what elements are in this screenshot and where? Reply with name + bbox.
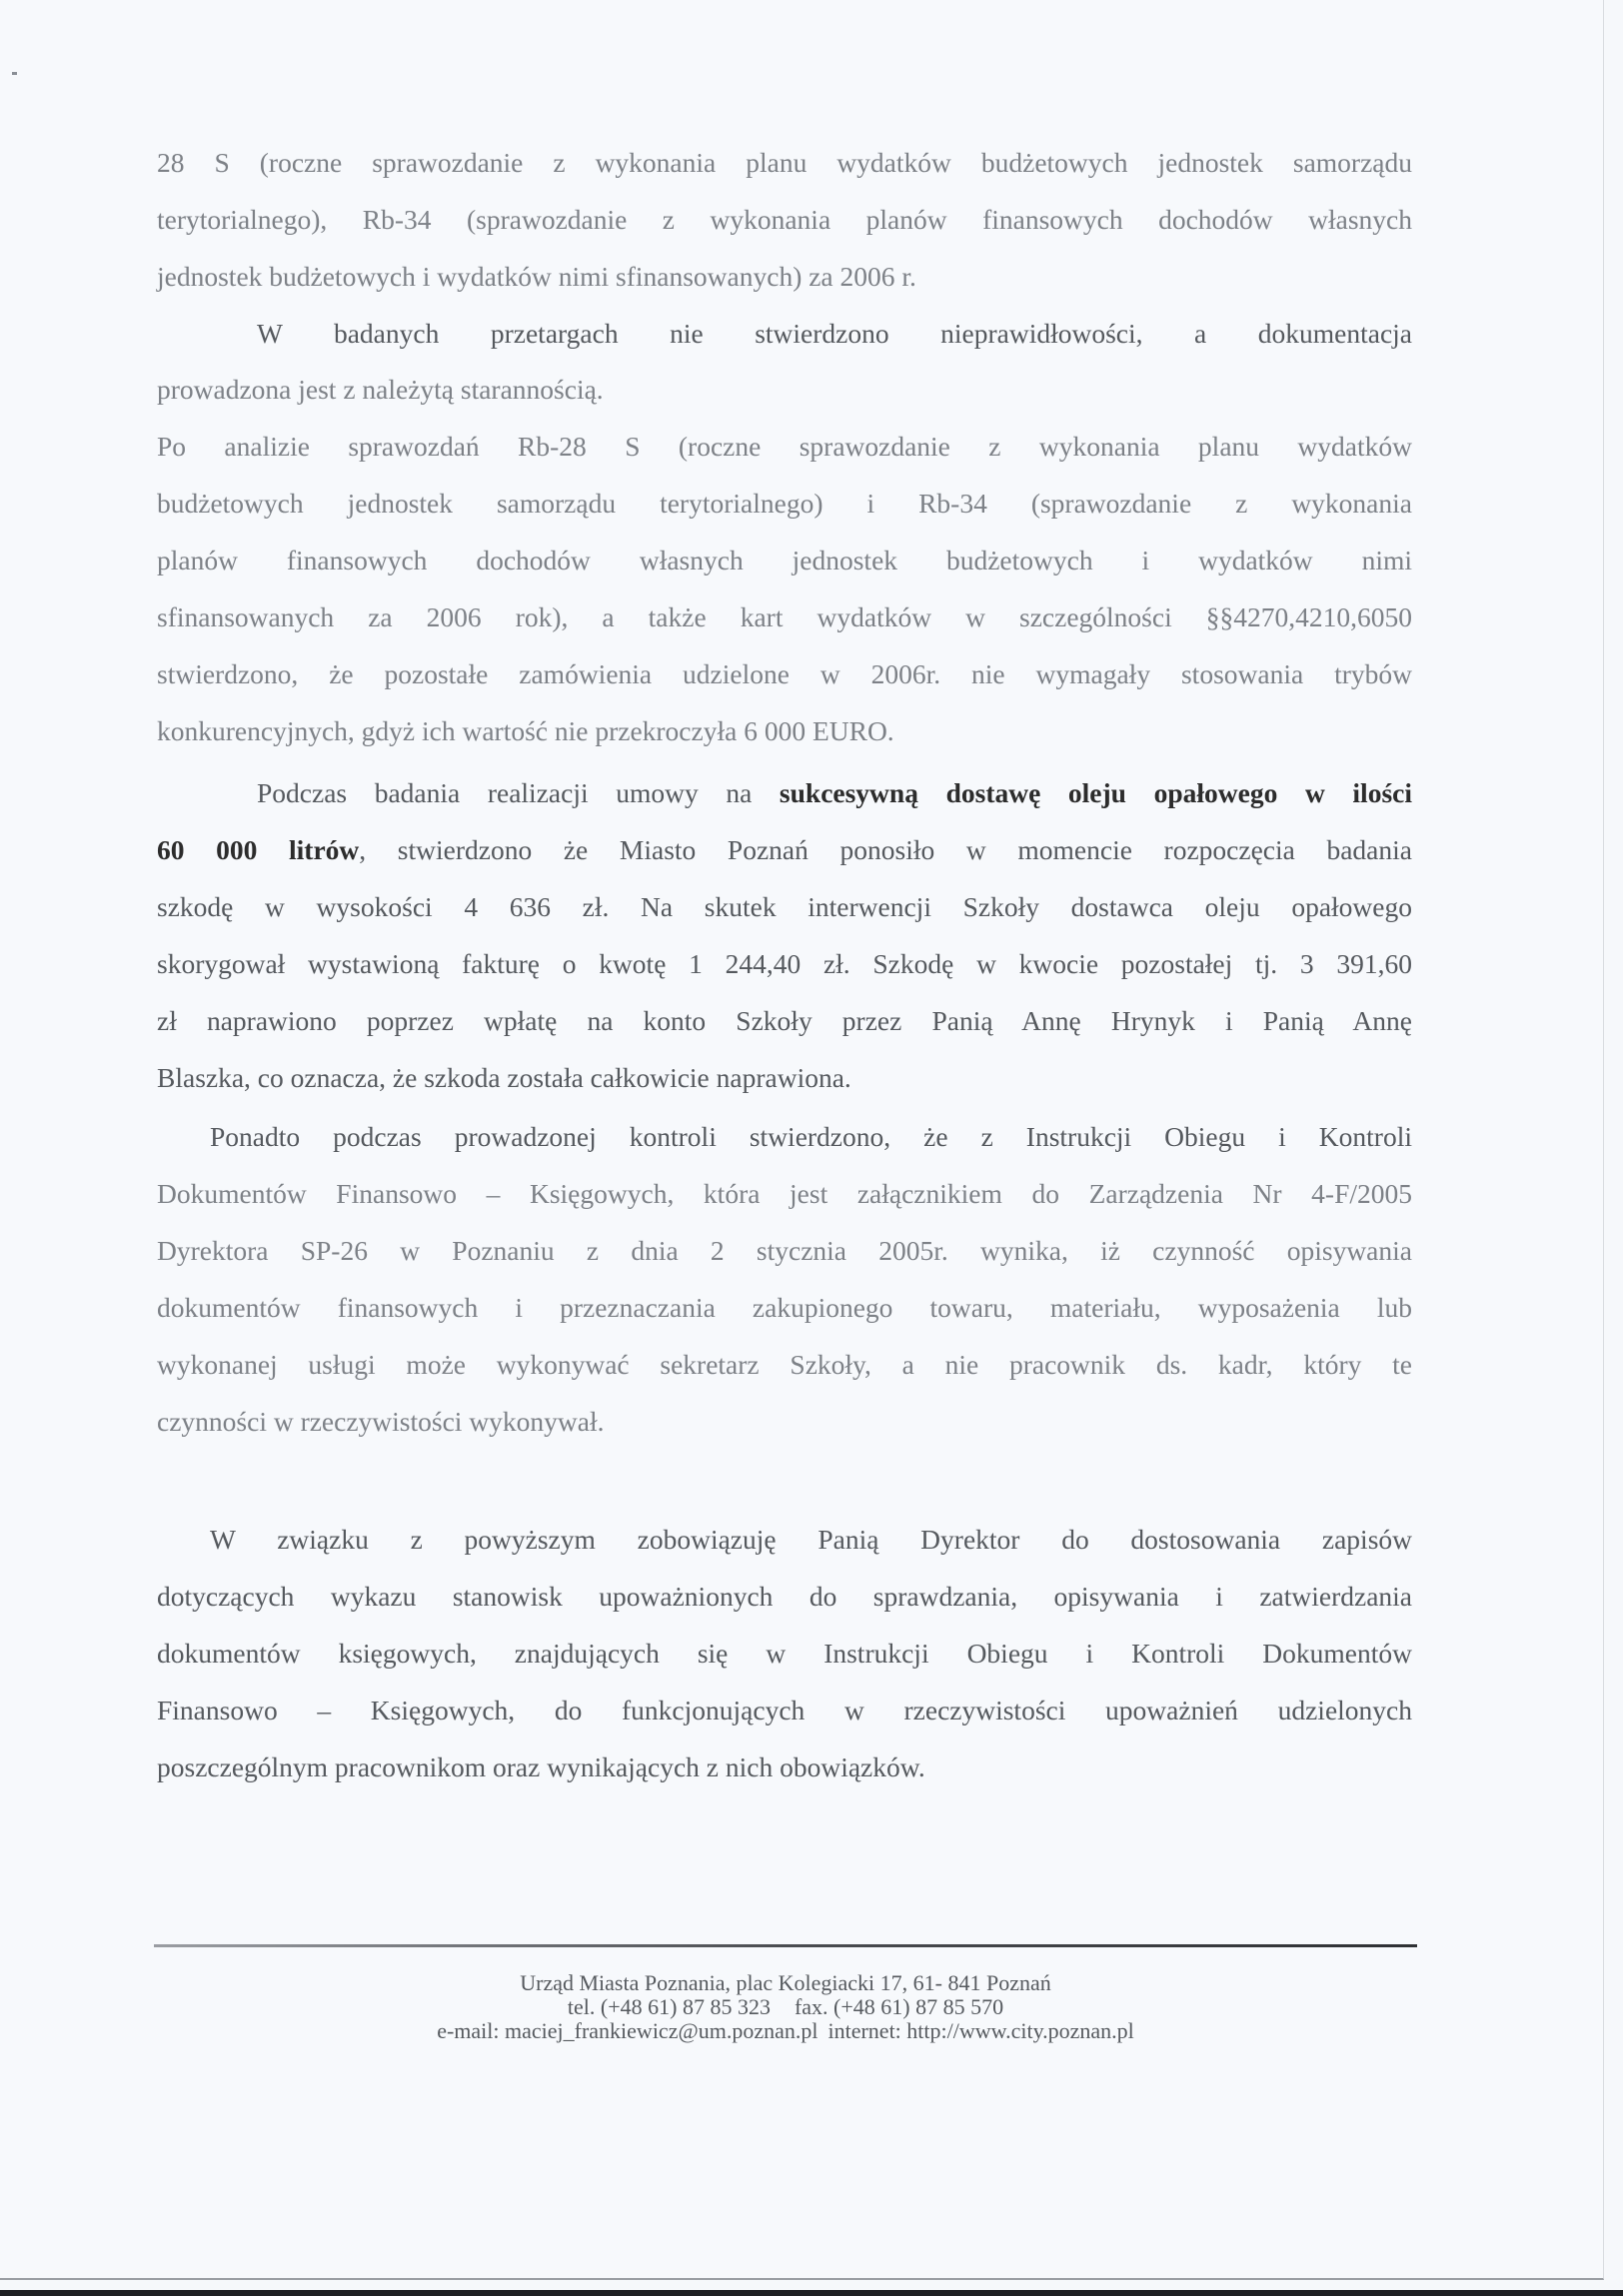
body-line: terytorialnego), Rb-34 (sprawozdanie z wykonania planów finansowych dochodów własnych — [157, 204, 1412, 235]
bold-quantity: 60 000 litrów — [157, 834, 360, 865]
body-line: czynności w rzeczywistości wykonywał. — [157, 1406, 605, 1437]
body-line: prowadzona jest z należytą starannością. — [157, 374, 604, 405]
body-line: Dyrektora SP-26 w Poznaniu z dnia 2 stycznia 2005r. wynika, iż czynność opisywania — [157, 1235, 1412, 1266]
paragraph-start-line: Ponadto podczas prowadzonej kontroli stwierdzono, że z Instrukcji Obiegu i Kontroli — [210, 1121, 1412, 1152]
body-line: jednostek budżetowych i wydatków nimi sfinansowanych) za 2006 r. — [157, 261, 916, 292]
footer-address: Urząd Miasta Poznania, plac Kolegiacki 17, 61- 841 Poznań — [520, 1970, 1051, 1995]
footer-phone: tel. (+48 61) 87 85 323 — [567, 1994, 771, 2019]
body-line: konkurencyjnych, gdyż ich wartość nie przekroczyła 6 000 EURO. — [157, 715, 894, 746]
scan-bottom-edge — [0, 2290, 1623, 2296]
body-line: 28 S (roczne sprawozdanie z wykonania planu wydatków budżetowych jednostek samorządu — [157, 147, 1412, 178]
body-line: wykonanej usługi może wykonywać sekretarz Szkoły, a nie pracownik ds. kadr, który te — [157, 1349, 1412, 1380]
scan-speck — [12, 72, 17, 75]
bold-contract-subject: sukcesywną dostawę oleju opałowego w ilości — [779, 777, 1412, 808]
body-line: planów finansowych dochodów własnych jednostek budżetowych i wydatków nimi — [157, 545, 1412, 575]
body-text: , stwierdzono że Miasto Poznań ponosiło w momencie rozpoczęcia badania — [359, 834, 1412, 865]
footer-divider — [154, 1944, 1417, 1947]
body-line: szkodę w wysokości 4 636 zł. Na skutek interwencji Szkoły dostawca oleju opałowego — [157, 891, 1412, 922]
paragraph-start-line — [257, 776, 1412, 810]
footer-fax: fax. (+48 61) 87 85 570 — [794, 1994, 1004, 2019]
body-line: budżetowych jednostek samorządu terytorialnego) i Rb-34 (sprawozdanie z wykonania — [157, 488, 1412, 519]
body-line: dokumentów księgowych, znajdujących się w Instrukcji Obiegu i Kontroli Dokumentów — [157, 1638, 1412, 1669]
body-line: dokumentów finansowych i przeznaczania zakupionego towaru, materiału, wyposażenia lub — [157, 1292, 1412, 1323]
footer-web-line — [154, 2019, 1417, 2043]
body-text: Podczas badania realizacji umowy na — [257, 777, 780, 808]
footer-contact-line — [154, 1995, 1417, 2019]
footer-website[interactable]: internet: http://www.city.poznan.pl — [827, 2018, 1134, 2043]
body-line: zł naprawiono poprzez wpłatę na konto Szkoły przez Panią Annę Hrynyk i Panią Annę — [157, 1005, 1412, 1036]
body-line — [157, 833, 1412, 867]
body-line: Finansowo – Księgowych, do funkcjonujących w rzeczywistości upoważnień udzielonych — [157, 1695, 1412, 1725]
footer-email[interactable]: e-mail: maciej_frankiewicz@um.poznan.pl — [437, 2018, 818, 2043]
paragraph-start-line: W badanych przetargach nie stwierdzono nieprawidłowości, a dokumentacja — [257, 318, 1412, 349]
body-line: Dokumentów Finansowo – Księgowych, która jest załącznikiem do Zarządzenia Nr 4-F/2005 — [157, 1178, 1412, 1209]
body-line: Blaszka, co oznacza, że szkoda została całkowicie naprawiona. — [157, 1062, 851, 1093]
body-line: dotyczących wykazu stanowisk upoważnionych do sprawdzania, opisywania i zatwierdzania — [157, 1581, 1412, 1612]
paragraph-start-line: Po analizie sprawozdań Rb-28 S (roczne sprawozdanie z wykonania planu wydatków — [157, 431, 1412, 462]
paragraph-start-line: W związku z powyższym zobowiązuję Panią Dyrektor do dostosowania zapisów — [210, 1524, 1412, 1555]
body-line: skorygował wystawioną fakturę o kwotę 1 244,40 zł. Szkodę w kwocie pozostałej tj. 3 391,60 — [157, 948, 1412, 979]
body-line: stwierdzono, że pozostałe zamówienia udzielone w 2006r. nie wymagały stosowania trybów — [157, 658, 1412, 689]
body-line: poszczególnym pracownikom oraz wynikających z nich obowiązków. — [157, 1751, 925, 1782]
body-line: sfinansowanych za 2006 rok), a także kart wydatków w szczególności §§4270,4210,6050 — [157, 601, 1412, 632]
